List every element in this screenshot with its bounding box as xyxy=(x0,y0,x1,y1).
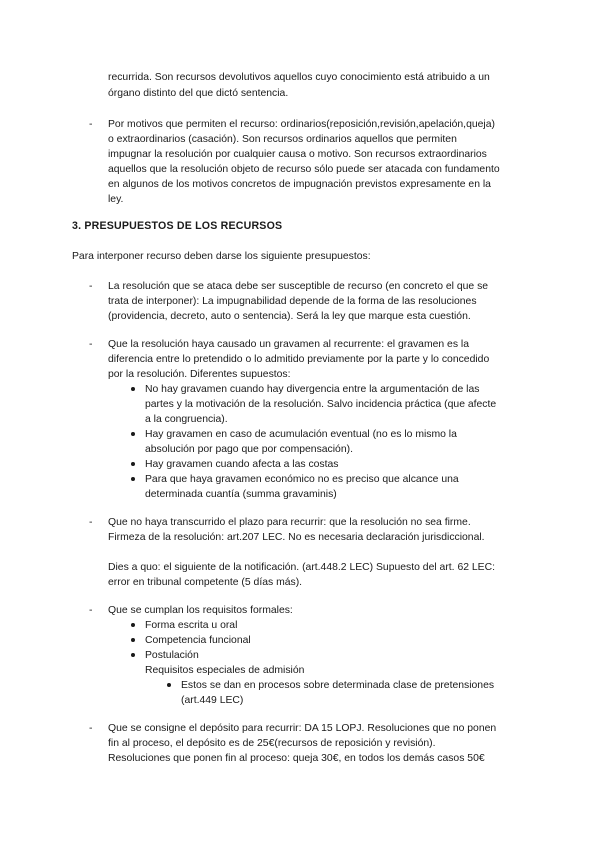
list-item-line: La resolución que se ataca debe ser susceptible de recurso (en concreto el que se xyxy=(108,281,489,292)
list-item-line: o extraordinarios (casación). Son recursos ordinarios aquellos que permiten xyxy=(108,134,457,145)
paragraph-line: recurrida. Son recursos devolutivos aquellos cuyo conocimiento está atribuido a un xyxy=(108,72,490,83)
list-dash: - xyxy=(89,605,93,616)
bullet-line: No hay gravamen cuando hay divergencia entre la argumentación de las xyxy=(145,384,480,395)
list-dash: - xyxy=(89,339,93,350)
list-item-line: Resoluciones que ponen fin al proceso: queja 30€, en todos los demás casos 50€ xyxy=(108,753,485,764)
bullet-icon xyxy=(131,387,135,391)
list-item-line: diferencia entre lo pretendido o lo admitido previamente por la parte y lo concedido xyxy=(108,354,490,365)
paragraph-line: órgano distinto del que dictó sentencia. xyxy=(108,88,289,99)
bullet-icon xyxy=(131,623,135,627)
bullet-line: absolución por pago que por compensación). xyxy=(145,444,353,455)
bullet-line: determinada cuantía (summa gravaminis) xyxy=(145,489,337,500)
bullet-line: a la congruencia). xyxy=(145,414,228,425)
list-item-line: aquellos que la resolución objeto de recurso sólo puede ser atacada con fundamento xyxy=(108,164,500,175)
intro-paragraph: Para interponer recurso deben darse los siguiente presupuestos: xyxy=(72,251,371,262)
bullet-line: Para que haya gravamen económico no es preciso que alcance una xyxy=(145,474,459,485)
list-item-line: (providencia, decreto, auto o sentencia). Será la ley que marque esta cuestión. xyxy=(108,311,471,322)
sub-bullet-icon xyxy=(167,683,171,687)
list-item-line: Por motivos que permiten el recurso: ordinarios(reposición,revisión,apelación,queja) xyxy=(108,119,495,130)
list-dash: - xyxy=(89,517,93,528)
list-dash: - xyxy=(89,723,93,734)
list-item-line: Que se consigne el depósito para recurrir: DA 15 LOPJ. Resoluciones que no ponen xyxy=(108,723,497,734)
list-item-line: Que no haya transcurrido el plazo para recurrir: que la resolución no sea firme. xyxy=(108,517,471,528)
bullet-line: Forma escrita u oral xyxy=(145,620,238,631)
list-item-line: trata de interponer): La impugnabilidad depende de la forma de las resoluciones xyxy=(108,296,477,307)
list-item-line: en algunos de los motivos concretos de impugnación previstos expresamente en la xyxy=(108,179,491,190)
list-item-line: por la resolución. Diferentes supuestos: xyxy=(108,369,291,380)
list-item-line: error en tribunal competente (5 días más). xyxy=(108,577,303,588)
list-dash: - xyxy=(89,119,93,130)
list-item-line: Que se cumplan los requisitos formales: xyxy=(108,605,293,616)
bullet-icon xyxy=(131,653,135,657)
list-item-line: ley. xyxy=(108,194,124,205)
sub-bullet-line: Estos se dan en procesos sobre determinada clase de pretensiones xyxy=(181,680,495,691)
bullet-icon xyxy=(131,477,135,481)
list-item-line: Que la resolución haya causado un gravamen al recurrente: el gravamen es la xyxy=(108,339,469,350)
bullet-icon xyxy=(131,638,135,642)
list-item-line: Dies a quo: el siguiente de la notificación. (art.448.2 LEC) Supuesto del art. 62 LEC: xyxy=(108,562,495,573)
bullet-line: Competencia funcional xyxy=(145,635,251,646)
list-item-line: Firmeza de la resolución: art.207 LEC. No es necesaria declaración jurisdiccional. xyxy=(108,532,485,543)
list-item-line: fin al proceso, el depósito es de 25€(recursos de reposición y revisión). xyxy=(108,738,436,749)
list-dash: - xyxy=(89,281,93,292)
bullet-line: Postulación xyxy=(145,650,199,661)
bullet-icon xyxy=(131,462,135,466)
bullet-line: Hay gravamen cuando afecta a las costas xyxy=(145,459,339,470)
bullet-line: Hay gravamen en caso de acumulación eventual (no es lo mismo la xyxy=(145,429,457,440)
bullet-line: partes y la motivación de la resolución. Salvo incidencia práctica (que afecte xyxy=(145,399,497,410)
bullet-icon xyxy=(131,432,135,436)
sub-bullet-line: (art.449 LEC) xyxy=(181,695,244,706)
list-item-line: impugnar la resolución por cualquier causa o motivo. Son recursos extraordinarios xyxy=(108,149,487,160)
special-requirements-label: Requisitos especiales de admisión xyxy=(145,665,305,676)
section-heading: 3. PRESUPUESTOS DE LOS RECURSOS xyxy=(72,220,283,232)
